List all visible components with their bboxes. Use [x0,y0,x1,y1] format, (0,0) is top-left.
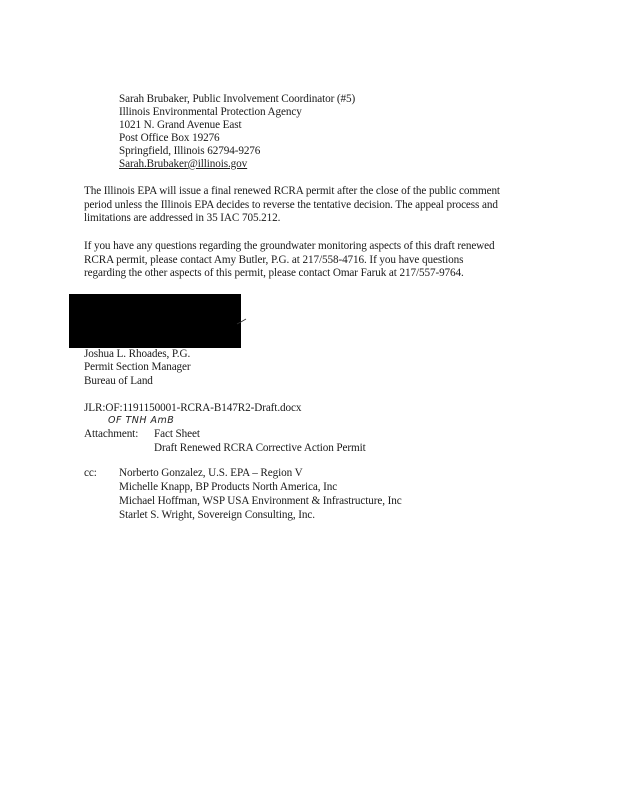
attachment-item: Fact Sheet [154,428,200,440]
address-street-line: 1021 N. Grand Avenue East [119,119,242,131]
attachment-item: Draft Renewed RCRA Corrective Action Permit [154,442,366,454]
paragraph-line: regarding the other aspects of this permit, please contact Omar Faruk at 217/557-9764. [84,267,464,279]
reference-code: JLR:OF:1191150001-RCRA-B147R2-Draft.docx [84,402,302,414]
paragraph-line: The Illinois EPA will issue a final renewed RCRA permit after the close of the public comment [84,185,500,197]
address-name-line: Sarah Brubaker, Public Involvement Coordinator (#5) [119,93,356,105]
paragraph-line: period unless the Illinois EPA decides to reverse the tentative decision. The appeal process and [84,199,498,211]
handwritten-initials: OF TNH AmB [108,415,175,426]
paragraph-line: RCRA permit, please contact Amy Butler, P.G. at 217/558-4716. If you have questions [84,254,464,266]
signature-tail-mark [236,318,248,326]
cc-recipient: Starlet S. Wright, Sovereign Consulting, Inc. [119,509,315,521]
cc-recipient: Michael Hoffman, WSP USA Environment & Infrastructure, Inc [119,495,402,507]
email-link[interactable]: Sarah.Brubaker@illinois.gov [119,158,248,170]
paragraph-line: If you have any questions regarding the groundwater monitoring aspects of this draft renewed [84,240,495,252]
attachment-label: Attachment: [84,428,139,440]
cc-label: cc: [84,467,97,479]
paragraph-line: limitations are addressed in 35 IAC 705.212. [84,212,281,224]
address-pobox-line: Post Office Box 19276 [119,132,220,144]
cc-recipient: Norberto Gonzalez, U.S. EPA – Region V [119,467,303,479]
redacted-signature [69,294,241,348]
cc-recipient: Michelle Knapp, BP Products North America, Inc [119,481,338,493]
signatory-bureau: Bureau of Land [84,375,153,387]
address-city-line: Springfield, Illinois 62794-9276 [119,145,261,157]
signatory-name: Joshua L. Rhoades, P.G. [84,348,191,360]
address-agency-line: Illinois Environmental Protection Agency [119,106,302,118]
signatory-title: Permit Section Manager [84,361,191,373]
